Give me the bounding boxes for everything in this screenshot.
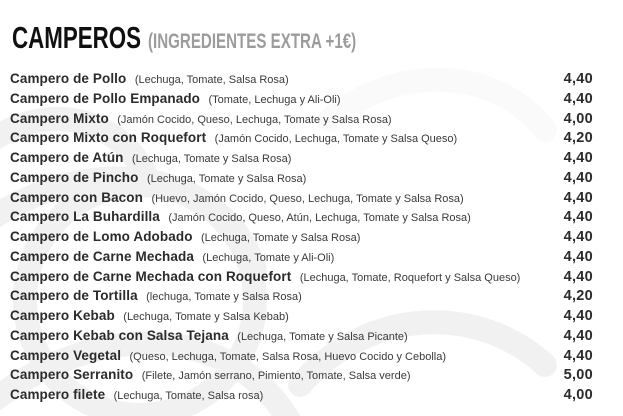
menu-item-text bbox=[10, 207, 543, 229]
menu-item-text bbox=[10, 227, 543, 249]
menu-item-text bbox=[10, 267, 543, 289]
menu-item-price: 4,00 bbox=[563, 387, 593, 403]
menu-item-text bbox=[10, 247, 543, 269]
menu-item-text bbox=[10, 385, 543, 407]
menu-item-ingredients: (Queso, Lechuga, Tomate, Salsa Rosa, Huevo Cocido y Cebolla) bbox=[129, 350, 447, 363]
menu-item-row bbox=[10, 148, 593, 168]
menu-item-text bbox=[10, 109, 543, 131]
menu-item-ingredients: (lechuga, Tomate y Salsa Rosa) bbox=[146, 291, 302, 304]
menu-item-row bbox=[10, 346, 593, 366]
menu-item-price: 4,40 bbox=[563, 90, 593, 107]
menu-title: CAMPEROS bbox=[12, 20, 141, 55]
menu-item-price: 4,40 bbox=[563, 347, 593, 364]
menu-item-ingredients: (Lechuga, Tomate y Ali-Oli) bbox=[202, 251, 335, 264]
menu-item-text bbox=[10, 128, 543, 150]
menu-item-text bbox=[10, 69, 543, 91]
menu-item-name: Campero de Pollo Empanado bbox=[10, 90, 201, 106]
menu-item-text bbox=[10, 188, 543, 210]
menu-item-text bbox=[10, 148, 543, 170]
menu-item-name: Campero Serranito bbox=[10, 367, 134, 383]
menu-item-ingredients: (Huevo, Jamón Cocido, Queso, Lechuga, Tomate y Salsa Rosa) bbox=[151, 192, 464, 205]
menu-item-name: Campero Vegetal bbox=[10, 347, 122, 363]
menu-item-price: 4,40 bbox=[563, 169, 593, 186]
menu-item-name: Campero de Carne Mechada bbox=[10, 248, 194, 264]
menu-item-row bbox=[10, 109, 593, 129]
menu-item-text bbox=[10, 286, 543, 308]
menu-item-row bbox=[10, 168, 593, 188]
menu-item-ingredients: (Lechuga, Tomate y Salsa Picante) bbox=[237, 330, 408, 343]
menu-item-price: 4,20 bbox=[563, 288, 593, 305]
menu-item-row bbox=[10, 69, 593, 89]
menu-item-price: 4,20 bbox=[563, 130, 593, 147]
menu-item-row bbox=[10, 267, 593, 287]
menu-item-ingredients: (Lechuga, Tomate y Salsa Rosa) bbox=[146, 172, 307, 185]
menu-item-name: Campero Kebab bbox=[10, 308, 115, 323]
menu-item-row bbox=[10, 89, 593, 109]
menu-item-row bbox=[10, 286, 593, 306]
menu-item-price: 4,40 bbox=[563, 308, 593, 324]
menu-item-price: 4,40 bbox=[563, 209, 593, 226]
menu-item-name: Campero Kebab con Salsa Tejana bbox=[10, 327, 229, 343]
menu-item-ingredients: (Jamón Cocido, Queso, Lechuga, Tomate y Salsa Rosa) bbox=[117, 113, 392, 126]
menu-item-price: 4,40 bbox=[563, 189, 593, 206]
menu-item-ingredients: (Jamón Cocido, Lechuga, Tomate y Salsa Queso) bbox=[214, 133, 458, 146]
menu-item-row bbox=[10, 128, 593, 148]
menu-item-ingredients: (Lechuga, Tomate, Roquefort y Salsa Queso) bbox=[299, 271, 521, 284]
menu-item-name: Campero filete bbox=[10, 387, 106, 402]
menu-item-row bbox=[10, 227, 593, 247]
menu-item-ingredients: (Tomate, Lechuga y Ali-Oli) bbox=[208, 93, 341, 106]
menu-item-text bbox=[10, 168, 543, 190]
menu-item-ingredients: (Lechuga, Tomate y Salsa Kebab) bbox=[123, 311, 289, 323]
menu-item-row bbox=[10, 306, 593, 326]
menu-header bbox=[12, 20, 593, 56]
menu-item-name: Campero con Bacon bbox=[10, 189, 143, 205]
menu-item-row bbox=[10, 207, 593, 227]
menu-item-text bbox=[10, 89, 543, 111]
menu-item-ingredients: (Filete, Jamón serrano, Pimiento, Tomate, Salsa verde) bbox=[141, 370, 411, 383]
menu-item-price: 4,40 bbox=[563, 71, 593, 87]
menu-item-ingredients: (Lechuga, Tomate, Salsa Rosa) bbox=[134, 74, 289, 86]
menu-item-row bbox=[10, 188, 593, 208]
menu-item-price: 4,40 bbox=[563, 327, 593, 344]
menu-items-list bbox=[10, 69, 593, 405]
menu-item-ingredients: (Lechuga, Tomate y Salsa Rosa) bbox=[131, 153, 292, 165]
menu-item-name: Campero de Carne Mechada con Roquefort bbox=[10, 268, 292, 284]
menu-item-name: Campero de Tortilla bbox=[10, 288, 138, 304]
menu-item-row bbox=[10, 365, 593, 385]
menu-subtitle: (INGREDIENTES EXTRA +1€) bbox=[148, 30, 357, 53]
menu-item-name: Campero de Pollo bbox=[10, 71, 127, 86]
menu-item-text bbox=[10, 346, 543, 368]
menu-item-name: Campero de Atún bbox=[10, 150, 124, 165]
menu-item-row bbox=[10, 326, 593, 346]
menu-item-price: 5,00 bbox=[563, 367, 593, 384]
menu-item-text bbox=[10, 306, 543, 328]
menu-item-price: 4,40 bbox=[563, 248, 593, 265]
menu-item-price: 4,40 bbox=[563, 150, 593, 166]
menu-item-name: Campero Mixto bbox=[10, 110, 109, 126]
menu-item-price: 4,00 bbox=[563, 110, 593, 127]
menu-item-name: Campero La Buhardilla bbox=[10, 209, 160, 225]
menu-item-text bbox=[10, 365, 543, 387]
menu-item-price: 4,40 bbox=[563, 229, 593, 245]
menu-item-text bbox=[10, 326, 543, 348]
menu-item-ingredients: (Jamón Cocido, Queso, Atún, Lechuga, Tomate y Salsa Rosa) bbox=[168, 212, 471, 225]
menu-item-price: 4,40 bbox=[563, 268, 593, 285]
menu-item-ingredients: (Lechuga, Tomate, Salsa rosa) bbox=[113, 390, 264, 402]
menu-item-name: Campero de Pincho bbox=[10, 169, 139, 185]
menu-item-row bbox=[10, 247, 593, 267]
menu-item-name: Campero de Lomo Adobado bbox=[10, 229, 193, 244]
menu-item-name: Campero Mixto con Roquefort bbox=[10, 130, 207, 146]
menu-item-ingredients: (Lechuga, Tomate y Salsa Rosa) bbox=[201, 232, 361, 244]
menu-item-row bbox=[10, 385, 593, 405]
